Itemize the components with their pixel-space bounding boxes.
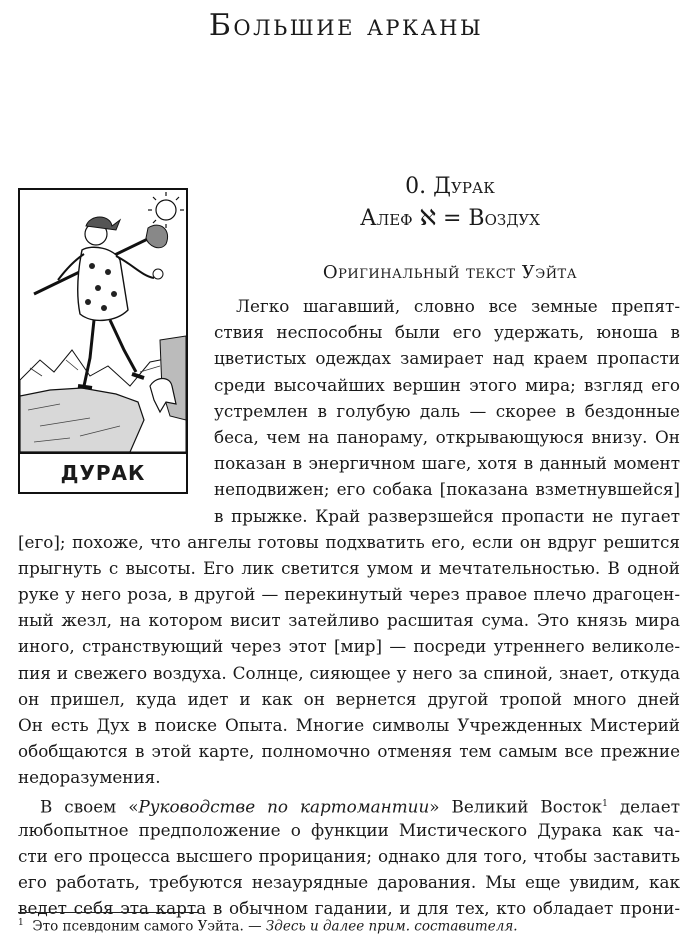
footnote: [18, 918, 518, 935]
card-subheading: Алеф ℵ = Воздух: [360, 206, 540, 231]
text-line: показан в энергичном шаге, хотя в данный момент: [214, 453, 680, 474]
text-line: ный жезл, на котором висит затейливо расшитая сума. Это князь мира: [18, 610, 680, 631]
text-line: среди высочайших вершин этого мира; взгляд его: [214, 374, 680, 395]
text-line: Легко шагавший, словно все земные препят-: [236, 296, 680, 316]
paragraph-2-first-line: [18, 791, 680, 817]
body-text: [18, 293, 680, 922]
card-label: ДУРАК: [20, 452, 186, 492]
text-line: недоразумения.: [18, 767, 161, 788]
footnote-italic: Здесь и далее прим. составителя.: [265, 918, 518, 935]
text-fragment: » Великий Восток: [429, 796, 603, 817]
text-line: ведет себя эта карта в обычном гадании, и для тех, кто обладает прони-: [18, 898, 680, 919]
text-line: в прыжке. Край разверзшейся пропасти не пугает: [214, 505, 680, 526]
text-line: он пришел, куда идет и как он вернется другой тропой много дней: [18, 688, 680, 709]
text-line: ствия неспособны были его удержать, юноша в: [214, 322, 680, 343]
text-line: [его]; похоже, что ангелы готовы подхватить его, если он вдруг решится: [18, 531, 680, 552]
text-fragment: В своем «: [40, 796, 139, 817]
footnote-text: Это псевдоним самого Уэйта. —: [32, 918, 266, 935]
text-line: беса, чем на панораму, открывающуюся внизу. Он: [214, 426, 680, 447]
text-line: неподвижен; его собака [показана взметнувшейся]: [214, 479, 680, 500]
footnote-divider: [18, 912, 198, 913]
text-line: цветистых одеждах замирает над краем пропасти: [214, 348, 680, 369]
text-line: пия и свежего воздуха. Солнце, сияющее у него за спиной, знает, откуда: [18, 662, 680, 683]
text-line: иного, странствующий через этот [мир] — посреди утреннего великоле-: [18, 636, 680, 657]
footnote-number: 1: [18, 918, 24, 928]
chapter-title: Большие арканы: [208, 8, 484, 43]
text-line: руке у него роза, в другой — перекинутый через правое плечо драгоцен-: [18, 584, 680, 605]
section-heading: Оригинальный текст Уэйта: [322, 262, 578, 283]
text-line: его работать, требуются незаурядные дарования. Мы еще увидим, как: [18, 872, 680, 893]
text-line: обобщаются в этой карте, полномочно отменяя тем самым все прежние: [18, 741, 680, 762]
text-line: любопытное предположение о функции Мистического Дурака как ча-: [18, 819, 680, 840]
text-line: прыгнуть с высоты. Его лик светится умом и мечтательностью. В одной: [18, 557, 680, 578]
text-line: сти его процесса высшего прорицания; однако для того, чтобы заставить: [18, 845, 680, 866]
text-fragment: делает: [607, 796, 680, 817]
text-line: Он есть Дух в поиске Опыта. Многие символы Учрежденных Мистерий: [18, 715, 680, 735]
book-title: Руководстве по картомантии: [138, 796, 430, 817]
footnote-marker: 1: [602, 798, 608, 809]
text-line: устремлен в голубую даль — скорее в бездонные: [214, 400, 680, 421]
card-heading: 0. Дурак: [405, 174, 495, 199]
